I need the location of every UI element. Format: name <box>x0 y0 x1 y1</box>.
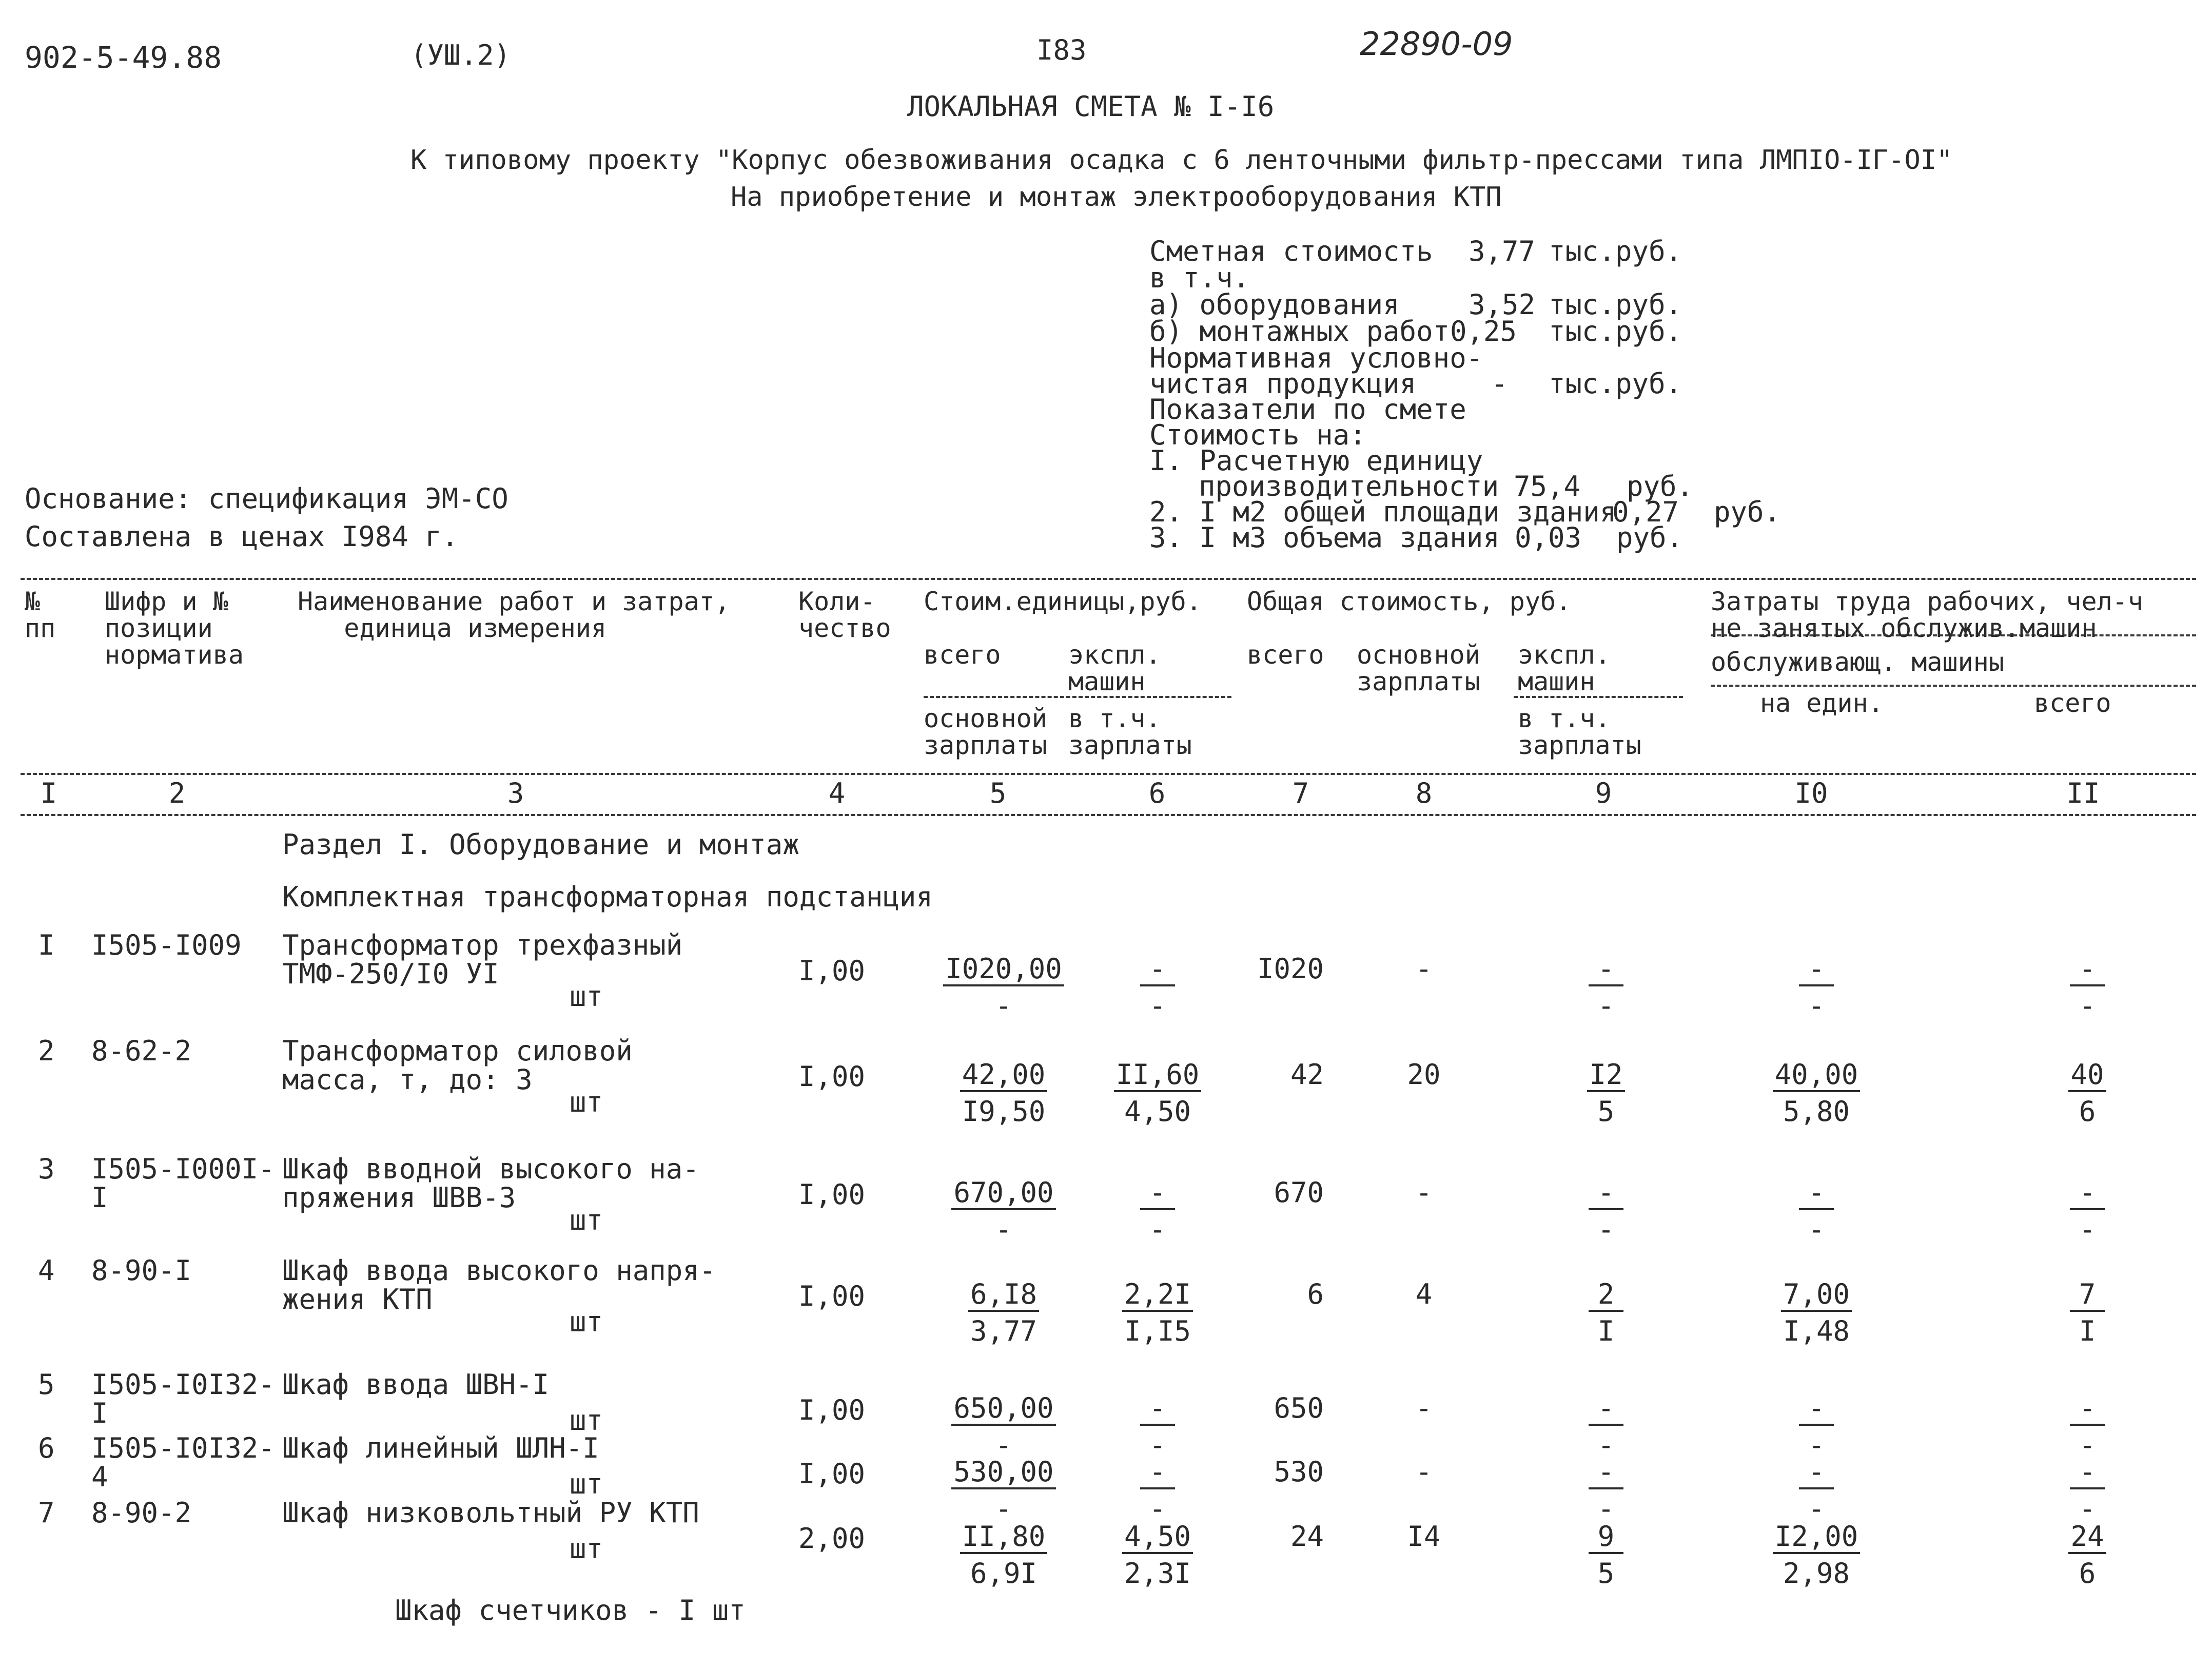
unit-cost-value <box>937 1280 1070 1346</box>
labor-per-unit-value-top: - <box>1799 1178 1834 1210</box>
total-machine-value-bottom: - <box>1597 1213 1615 1246</box>
total-salary-value: - <box>1415 1176 1433 1209</box>
row-number: 6 <box>38 1432 55 1464</box>
page-number: I83 <box>1036 34 1087 66</box>
total-machine-value-bottom: I <box>1597 1315 1615 1347</box>
labor-per-unit-value <box>1750 1280 1883 1346</box>
column-number: 6 <box>1148 777 1166 809</box>
row-code: 8-90-2 <box>91 1497 192 1529</box>
document-code: 902-5-49.88 <box>25 40 222 75</box>
labor-per-unit-value-top: - <box>1799 1394 1834 1426</box>
total-cost-value: 650 <box>1274 1392 1324 1424</box>
unit-cost-value <box>937 1458 1070 1523</box>
total-salary-value: 20 <box>1407 1058 1441 1091</box>
labor-per-unit-value-bottom: 5,80 <box>1783 1095 1850 1128</box>
total-cost-value: 24 <box>1290 1520 1324 1553</box>
summary-value: 0,25 <box>1450 315 1517 347</box>
column-number: 2 <box>168 777 186 809</box>
total-salary-value: - <box>1415 1392 1433 1424</box>
unit-cost-value-bottom: - <box>995 1429 1012 1461</box>
unit-cost-value-top: 650,00 <box>951 1394 1055 1426</box>
unit-cost-value-bottom: I9,50 <box>962 1095 1046 1128</box>
row-code: I505-I009 <box>91 929 242 961</box>
unit-machine-value-top: 2,2I <box>1122 1280 1193 1312</box>
labor-total-value <box>2021 1178 2154 1244</box>
labor-total-value <box>2021 1522 2154 1588</box>
unit-machine-value-top: 4,50 <box>1122 1522 1193 1554</box>
header-labor-machines: обслуживающ. машины <box>1711 647 2004 677</box>
header-rule <box>21 814 2196 816</box>
unit-machine-value <box>1091 955 1224 1020</box>
unit-machine-value <box>1091 1060 1224 1126</box>
row-name: Шкаф вводной высокого на- пряжения ШВВ-3 <box>282 1153 699 1214</box>
unit-machine-value-bottom: I,I5 <box>1124 1315 1191 1347</box>
unit-cost-value-bottom: - <box>995 1213 1012 1246</box>
row-name: Шкаф ввода высокого напря- жения КТП <box>282 1254 716 1315</box>
unit-cost-value-bottom: 3,77 <box>970 1315 1038 1347</box>
row-code: 8-90-I <box>91 1254 192 1287</box>
labor-total-value-bottom: 6 <box>2079 1095 2096 1128</box>
row-quantity: I,00 <box>798 1458 866 1490</box>
summary-label: 2. I м2 общей площади здания <box>1149 496 1617 528</box>
summary-label: 3. I м3 объема здания <box>1149 521 1500 554</box>
summary-label: Нормативная условно- <box>1149 342 1483 374</box>
header-total-incl-salary: в т.ч. зарплаты <box>1518 704 1641 760</box>
total-machine-value-bottom: - <box>1597 1492 1615 1525</box>
column-number: 5 <box>989 777 1007 809</box>
summary-value: 0,27 <box>1612 496 1679 528</box>
row-name: Трансформатор трехфазный ТМФ-250/I0 УI <box>282 929 683 990</box>
document-title: ЛОКАЛЬНАЯ СМЕТА № I-I6 <box>907 90 1275 123</box>
labor-total-value <box>2021 1394 2154 1460</box>
column-number: 9 <box>1595 777 1612 809</box>
unit-cost-value <box>937 1394 1070 1460</box>
header-labor-per-unit: на един. <box>1760 688 1884 718</box>
summary-label: чистая продукция <box>1149 367 1417 400</box>
total-machine-value <box>1539 1280 1673 1346</box>
total-machine-value <box>1539 1522 1673 1588</box>
labor-total-value-bottom: - <box>2079 990 2096 1022</box>
labor-total-value-bottom: - <box>2079 1492 2096 1525</box>
total-machine-value-top: - <box>1589 1178 1623 1210</box>
labor-per-unit-value-bottom: - <box>1808 1213 1825 1246</box>
labor-total-value-top: - <box>2070 955 2105 986</box>
header-unit-salary: основной зарплаты <box>924 704 1047 760</box>
total-machine-value <box>1539 1394 1673 1460</box>
unit-machine-value-top: - <box>1140 1394 1175 1426</box>
total-machine-value-bottom: 5 <box>1597 1095 1615 1128</box>
labor-per-unit-value-top: 7,00 <box>1781 1280 1852 1312</box>
total-cost-value: I020 <box>1257 953 1324 985</box>
total-machine-value-top: - <box>1589 1458 1623 1489</box>
header-rule <box>21 773 2196 775</box>
row-code: 8-62-2 <box>91 1035 192 1067</box>
labor-per-unit-value <box>1750 955 1883 1020</box>
labor-per-unit-value-top: - <box>1799 1458 1834 1489</box>
unit-machine-value <box>1091 1178 1224 1244</box>
document-subtitle: К типовому проекту "Корпус обезвоживания осадка с 6 ленточными фильтр-прессами типа ЛМПIО-IГ-ОI" <box>410 145 1953 176</box>
section-title: Раздел I. Оборудование и монтаж <box>282 828 799 861</box>
summary-unit: тыс.руб. <box>1549 288 1682 321</box>
unit-machine-value-bottom: - <box>1149 1429 1166 1461</box>
album-number: (УШ.2) <box>410 39 511 71</box>
row-name: Трансформатор силовой масса, т, до: 3 <box>282 1035 633 1096</box>
row-name: Шкаф ввода ШВН-I <box>282 1368 550 1401</box>
row-unit: шт <box>570 1086 603 1118</box>
unit-cost-value <box>937 955 1070 1020</box>
summary-label: Показатели по смете <box>1149 393 1466 425</box>
row-number: 7 <box>38 1497 55 1529</box>
row-name: Шкаф линейный ШЛН-I <box>282 1432 599 1464</box>
unit-machine-value-top: - <box>1140 1458 1175 1489</box>
labor-total-value <box>2021 1060 2154 1126</box>
labor-per-unit-value <box>1750 1060 1883 1126</box>
total-cost-value: 670 <box>1274 1176 1324 1209</box>
unit-cost-value-top: II,80 <box>960 1522 1048 1554</box>
labor-per-unit-value-top: I2,00 <box>1773 1522 1861 1554</box>
unit-machine-value <box>1091 1280 1224 1346</box>
row-unit: шт <box>570 1468 603 1500</box>
labor-per-unit-value-bottom: - <box>1808 1492 1825 1525</box>
row-quantity: I,00 <box>798 1280 866 1312</box>
footer-note: Шкаф счетчиков - I шт <box>395 1594 746 1626</box>
labor-total-value <box>2021 955 2154 1020</box>
summary-label: I. Расчетную единицу <box>1149 444 1483 477</box>
unit-cost-value <box>937 1178 1070 1244</box>
basis-text: Основание: спецификация ЭМ-СО <box>25 482 508 515</box>
unit-cost-value-top: 6,I8 <box>968 1280 1039 1312</box>
summary-value: 3,77 <box>1469 235 1536 267</box>
row-code: I505-I000I- I <box>91 1153 275 1214</box>
labor-per-unit-value-bottom: - <box>1808 1429 1825 1461</box>
header-total-all: всего <box>1247 640 1324 670</box>
handwritten-number: 22890-09 <box>1360 25 1513 63</box>
total-machine-value <box>1539 1178 1673 1244</box>
total-machine-value <box>1539 1060 1673 1126</box>
summary-unit: руб. <box>1714 496 1781 528</box>
summary-label: а) оборудования <box>1149 288 1400 321</box>
header-unit-total: всего <box>924 640 1001 670</box>
header-labor: Затраты труда рабочих, чел-ч не занятых обслужив.машин <box>1711 587 2143 643</box>
labor-total-value-top: 7 <box>2070 1280 2105 1312</box>
header-unit-incl-salary: в т.ч. зарплаты <box>1068 704 1192 760</box>
header-rule <box>1711 685 2196 687</box>
labor-per-unit-value <box>1750 1458 1883 1523</box>
total-salary-value: - <box>1415 953 1433 985</box>
unit-cost-value-bottom: 6,9I <box>970 1557 1038 1590</box>
row-number: 4 <box>38 1254 55 1287</box>
total-cost-value: 6 <box>1307 1278 1324 1310</box>
unit-cost-value-top: I020,00 <box>943 955 1064 986</box>
document-subtitle-2: На приобретение и монтаж электрооборудования КТП <box>731 182 1502 212</box>
header-col-name: Наименование работ и затрат, единица измерения <box>298 587 730 643</box>
labor-total-value <box>2021 1458 2154 1523</box>
total-machine-value-bottom: 5 <box>1597 1557 1615 1590</box>
row-quantity: I,00 <box>798 955 866 987</box>
unit-machine-value-top: - <box>1140 955 1175 986</box>
unit-machine-value <box>1091 1522 1224 1588</box>
row-name: Шкаф низковольтный РУ КТП <box>282 1497 699 1529</box>
labor-total-value-bottom: I <box>2079 1315 2096 1347</box>
row-number: 2 <box>38 1035 55 1067</box>
labor-total-value-top: - <box>2070 1178 2105 1210</box>
labor-per-unit-value-top: - <box>1799 955 1834 986</box>
header-labor-total: всего <box>2034 688 2111 718</box>
row-quantity: 2,00 <box>798 1522 866 1555</box>
total-machine-value <box>1539 1458 1673 1523</box>
labor-per-unit-value <box>1750 1522 1883 1588</box>
labor-total-value <box>2021 1280 2154 1346</box>
unit-machine-value-bottom: 4,50 <box>1124 1095 1191 1128</box>
unit-machine-value-bottom: 2,3I <box>1124 1557 1191 1590</box>
column-number: 8 <box>1415 777 1433 809</box>
row-quantity: I,00 <box>798 1178 866 1211</box>
total-machine-value-bottom: - <box>1597 990 1615 1022</box>
row-unit: шт <box>570 1306 603 1338</box>
summary-value: 0,03 <box>1515 521 1582 554</box>
row-number: 5 <box>38 1368 55 1401</box>
summary-label: Стоимость на: <box>1149 419 1366 451</box>
unit-cost-value-bottom: - <box>995 990 1012 1022</box>
row-unit: шт <box>570 980 603 1013</box>
row-unit: шт <box>570 1404 603 1437</box>
header-total-salary: основной зарплаты <box>1357 640 1480 696</box>
labor-total-value-top: - <box>2070 1458 2105 1489</box>
labor-total-value-top: 40 <box>2068 1060 2106 1092</box>
summary-value: 75,4 <box>1514 470 1581 502</box>
summary-unit: руб. <box>1627 470 1694 502</box>
total-machine-value-top: - <box>1589 955 1623 986</box>
labor-total-value-top: - <box>2070 1394 2105 1426</box>
header-col-code: Шифр и № позиции норматива <box>105 587 244 670</box>
total-salary-value: I4 <box>1407 1520 1441 1553</box>
column-number: 3 <box>507 777 524 809</box>
unit-machine-value-top: - <box>1140 1178 1175 1210</box>
header-col-number: № пп <box>25 587 56 643</box>
unit-cost-value-top: 670,00 <box>951 1178 1055 1210</box>
summary-value: 3,52 <box>1469 288 1536 321</box>
labor-total-value-bottom: - <box>2079 1213 2096 1246</box>
total-machine-value-top: 9 <box>1589 1522 1623 1554</box>
total-machine-value-top: 2 <box>1589 1280 1623 1312</box>
header-unit-machines: экспл. машин <box>1068 640 1161 696</box>
summary-label: в т.ч. <box>1149 262 1250 294</box>
unit-cost-value <box>937 1522 1070 1588</box>
labor-per-unit-value-bottom: I,48 <box>1783 1315 1850 1347</box>
header-total-cost: Общая стоимость, руб. <box>1247 587 1572 616</box>
unit-machine-value <box>1091 1458 1224 1523</box>
summary-unit: тыс.руб. <box>1549 235 1682 267</box>
header-total-machines: экспл. машин <box>1518 640 1611 696</box>
summary-unit: тыс.руб. <box>1549 367 1682 400</box>
unit-cost-value-bottom: - <box>995 1492 1012 1525</box>
labor-total-value-bottom: - <box>2079 1429 2096 1461</box>
total-salary-value: - <box>1415 1456 1433 1488</box>
summary-unit: тыс.руб. <box>1549 315 1682 347</box>
row-quantity: I,00 <box>798 1060 866 1093</box>
unit-machine-value-top: II,60 <box>1114 1060 1202 1092</box>
column-number: 4 <box>828 777 846 809</box>
row-code: I505-I0I32- I <box>91 1368 275 1429</box>
row-code: I505-I0I32- 4 <box>91 1432 275 1493</box>
unit-machine-value-bottom: - <box>1149 1213 1166 1246</box>
summary-unit: руб. <box>1616 521 1684 554</box>
unit-machine-value <box>1091 1394 1224 1460</box>
labor-per-unit-value-top: 40,00 <box>1773 1060 1861 1092</box>
labor-total-value-top: 24 <box>2068 1522 2106 1554</box>
row-unit: шт <box>570 1533 603 1565</box>
total-machine-value <box>1539 955 1673 1020</box>
summary-value: - <box>1491 367 1508 400</box>
labor-per-unit-value-bottom: - <box>1808 990 1825 1022</box>
header-rule <box>21 578 2196 580</box>
total-cost-value: 530 <box>1274 1456 1324 1488</box>
section-subtitle: Комплектная трансформаторная подстанция <box>282 881 933 913</box>
labor-per-unit-value <box>1750 1178 1883 1244</box>
labor-total-value-bottom: 6 <box>2079 1557 2096 1590</box>
column-number: II <box>2066 777 2100 809</box>
unit-machine-value-bottom: - <box>1149 1492 1166 1525</box>
unit-cost-value <box>937 1060 1070 1126</box>
labor-per-unit-value-bottom: 2,98 <box>1783 1557 1850 1590</box>
total-machine-value-top: I2 <box>1587 1060 1624 1092</box>
unit-cost-value-top: 530,00 <box>951 1458 1055 1489</box>
total-machine-value-bottom: - <box>1597 1429 1615 1461</box>
header-col-quantity: Коли- чество <box>798 587 891 643</box>
column-number: I0 <box>1794 777 1828 809</box>
prices-text: Составлена в ценах I984 г. <box>25 520 459 553</box>
row-quantity: I,00 <box>798 1394 866 1426</box>
row-unit: шт <box>570 1204 603 1236</box>
header-unit-cost: Стоим.единицы,руб. <box>924 587 1202 616</box>
row-number: I <box>38 929 55 961</box>
total-salary-value: 4 <box>1415 1278 1433 1310</box>
summary-label: производительности <box>1199 470 1499 502</box>
column-number: 7 <box>1292 777 1309 809</box>
summary-label: б) монтажных работ <box>1149 315 1450 347</box>
unit-cost-value-top: 42,00 <box>960 1060 1048 1092</box>
row-number: 3 <box>38 1153 55 1185</box>
total-cost-value: 42 <box>1290 1058 1324 1091</box>
labor-per-unit-value <box>1750 1394 1883 1460</box>
column-number: I <box>40 777 57 809</box>
total-machine-value-top: - <box>1589 1394 1623 1426</box>
summary-label: Сметная стоимость <box>1149 235 1433 267</box>
unit-machine-value-bottom: - <box>1149 990 1166 1022</box>
